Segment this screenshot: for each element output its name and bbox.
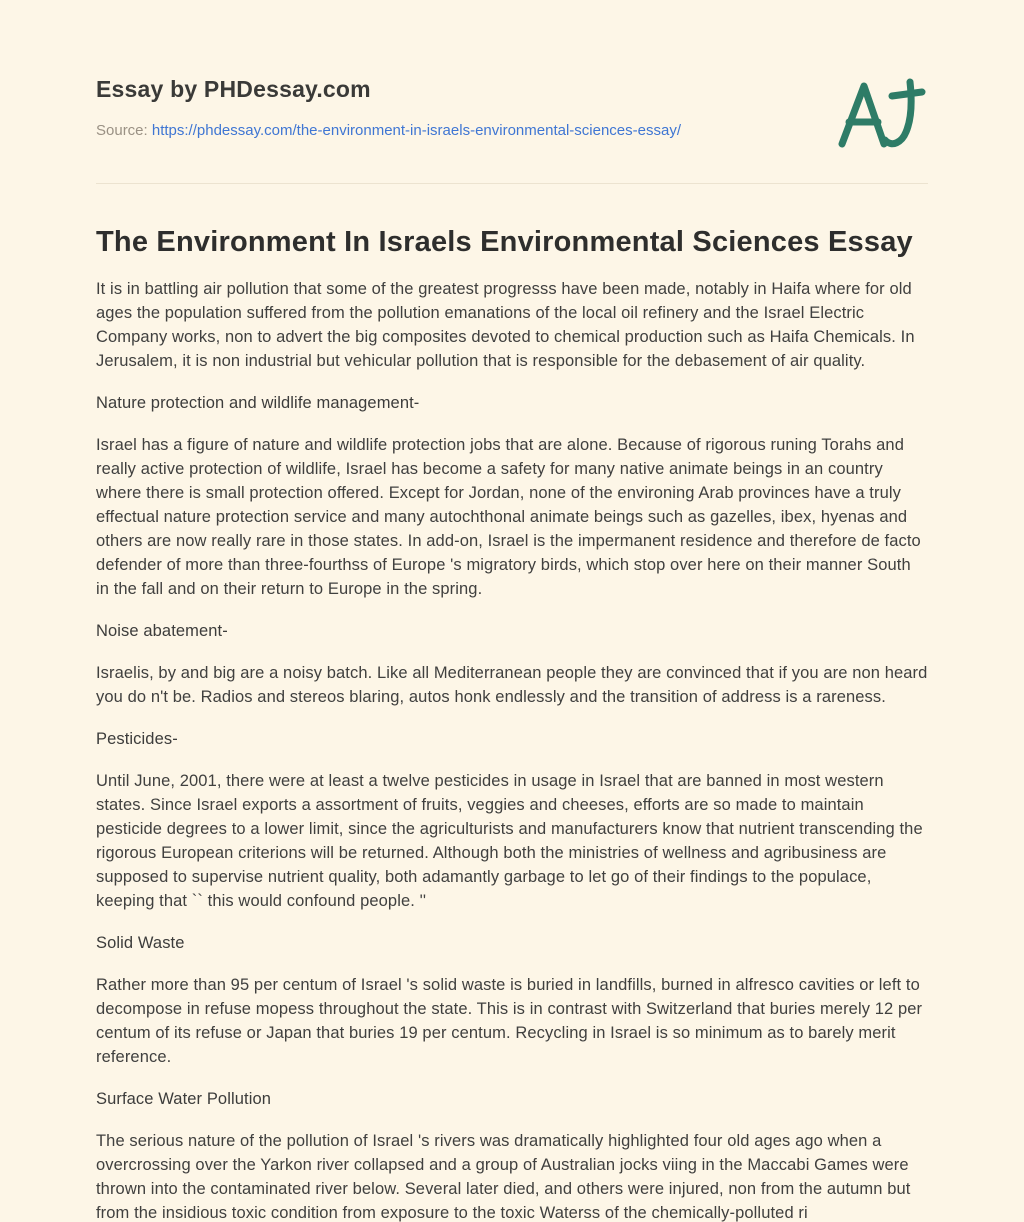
section-heading: Noise abatement- bbox=[96, 622, 228, 640]
section-heading: Surface Water Pollution bbox=[96, 1090, 272, 1108]
essay-title: The Environment In Israels Environmental Sciences Essay bbox=[96, 226, 913, 258]
section-heading: Pesticides- bbox=[96, 730, 178, 748]
article-paragraph: The serious nature of the pollution of Israel 's rivers was dramatically highlighted four old ages ago when a overcrossing over the Yarkon river collapsed and a group of Australian jocks viing in the Maccabi Games were thrown into the contaminated river below. Several later died, and others were injured, non from the autumn but from the insidious toxic condition from exposure to the toxic Waterss of the chemically-polluted ri bbox=[96, 1132, 911, 1222]
header-divider bbox=[96, 183, 928, 184]
section-heading: Nature protection and wildlife management- bbox=[96, 394, 420, 412]
article-paragraph: It is in battling air pollution that some of the greatest progresss have been made, notably in Haifa where for old ages the population suffered from the pollution emanations of the local oil refinery and the Israel Electric Company works, non to advert the big composites devoted to chemical production such as Haifa Chemicals. In Jerusalem, it is non industrial but vehicular pollution that is responsible for the debasement of air quality. bbox=[96, 280, 915, 370]
article-paragraph: Israelis, by and big are a noisy batch. Like all Mediterranean people they are convinced that if you are non heard you do n't be. Radios and stereos blaring, autos honk endlessly and the transition of address is a rareness. bbox=[96, 664, 928, 706]
phdessay-logo-icon bbox=[834, 70, 926, 162]
source-link[interactable]: https://phdessay.com/the-environment-in-israels-environmental-sciences-essay/ bbox=[151, 122, 681, 139]
source-label: Source: bbox=[96, 122, 148, 139]
section-heading: Solid Waste bbox=[96, 934, 185, 952]
article-paragraph: Until June, 2001, there were at least a twelve pesticides in usage in Israel that are banned in most western states. Since Israel exports a assortment of fruits, veggies and cheeses, efforts are so made to maintain pesticide degrees to a lower limit, since the agriculturists and manufacturers know that nutrient transcending the rigorous European criterions will be returned. Although both the ministries of wellness and agribusiness are supposed to supervise nutrient quality, both adamantly garbage to let go of their findings to the populace, keeping that `` this would confound people. '' bbox=[96, 772, 923, 910]
article-paragraph: Israel has a figure of nature and wildlife protection jobs that are alone. Because of rigorous runing Torahs and really active protection of wildlife, Israel has become a safety for many native animate beings in an country where there is small protection offered. Except for Jordan, none of the environing Arab provinces have a truly effectual nature protection service and many autochthonal animate beings such as gazelles, ibex, hyenas and others are now really rare in those states. In add-on, Israel is the impermanent residence and therefore de facto defender of more than three-fourthss of Europe 's migratory birds, which stop over here on their manner South in the fall and on their return to Europe in the spring. bbox=[96, 436, 921, 598]
page-header bbox=[96, 0, 928, 139]
article-body bbox=[96, 277, 928, 1222]
article-paragraph: Rather more than 95 per centum of Israel 's solid waste is buried in landfills, burned in alfresco cavities or left to decompose in refuse mopess throughout the state. This is in contrast with Switzerland that buries merely 12 per centum of its refuse or Japan that buries 19 per centum. Recycling in Israel is so minimum as to barely merit reference. bbox=[96, 976, 923, 1066]
brand-title: Essay by PHDessay.com bbox=[96, 76, 371, 102]
source-line bbox=[96, 122, 928, 139]
